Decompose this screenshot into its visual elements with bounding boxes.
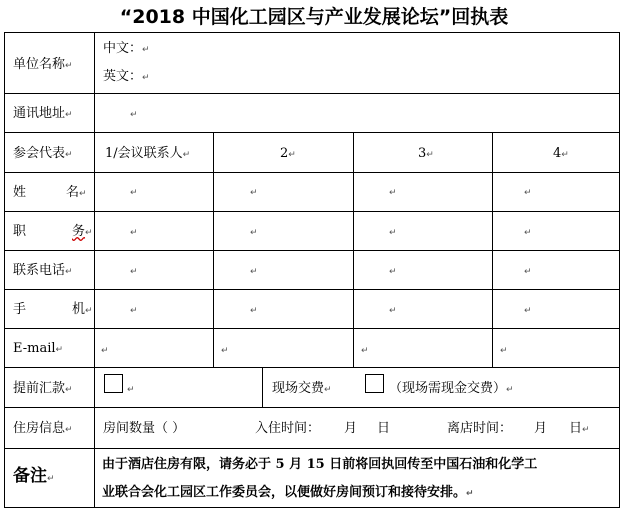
pilcrow-mark: ↵ <box>142 73 150 83</box>
email-input-1[interactable]: ↵ <box>101 346 109 356</box>
pilcrow-mark: ↵ <box>65 425 73 435</box>
reps-label: 参会代表↵ <box>13 146 73 161</box>
pilcrow-mark: ↵ <box>426 150 434 160</box>
name-input-3[interactable]: ↵ <box>389 188 397 198</box>
name-input-2[interactable]: ↵ <box>250 188 258 198</box>
name-label: 姓 名↵ <box>13 185 87 200</box>
address-label: 通讯地址↵ <box>13 106 73 121</box>
table-border-top <box>4 32 620 33</box>
table-border-right <box>619 32 620 508</box>
name-input-1[interactable]: ↵ <box>130 188 138 198</box>
onsite-payment-label: 现场交费↵ <box>272 381 332 396</box>
checkin-date-field[interactable]: 入住时间： 月 日 <box>255 421 391 436</box>
mobile-input-2[interactable]: ↵ <box>250 306 258 316</box>
pilcrow-mark: ↵ <box>65 61 73 71</box>
email-input-3[interactable]: ↵ <box>361 346 369 356</box>
remark-label: 备注↵ <box>13 466 55 486</box>
row-divider <box>4 448 620 449</box>
rep-column-4-header: 4↵ <box>553 146 569 161</box>
position-input-4[interactable]: ↵ <box>524 228 532 238</box>
label-column-divider <box>94 32 95 508</box>
pilcrow-mark: ↵ <box>65 267 73 277</box>
column-divider <box>353 132 354 368</box>
pilcrow-mark: ↵ <box>47 474 55 484</box>
table-border-bottom <box>4 507 620 508</box>
pilcrow-mark: ↵ <box>85 306 93 316</box>
pilcrow-mark: ↵ <box>288 150 296 160</box>
rep-column-3-header: 3↵ <box>418 146 434 161</box>
row-divider <box>4 289 620 290</box>
row-divider <box>4 250 620 251</box>
unit-name-en-field[interactable]: 英文：↵ <box>103 69 150 84</box>
address-input-cell[interactable]: ↵ <box>130 110 138 120</box>
phone-input-4[interactable]: ↵ <box>524 267 532 277</box>
unit-name-cn-field[interactable]: 中文：↵ <box>103 41 150 56</box>
pilcrow-mark: ↵ <box>55 345 64 355</box>
form-title: “2018 中国化工园区与产业发展论坛”回执表 <box>119 6 509 28</box>
name-input-4[interactable]: ↵ <box>524 188 532 198</box>
checkout-date-field[interactable]: 离店时间： 月 日↵ <box>447 421 590 436</box>
email-input-2[interactable]: ↵ <box>221 346 229 356</box>
remark-text-line-2: 业联合会化工园区工作委员会，以便做好房间预订和接待安排。↵ <box>102 485 474 500</box>
onsite-payment-checkbox[interactable] <box>365 374 384 393</box>
position-input-2[interactable]: ↵ <box>250 228 258 238</box>
row-divider <box>4 93 620 94</box>
row-divider <box>4 367 620 368</box>
row-divider <box>4 407 620 408</box>
payment-divider <box>262 367 263 407</box>
pilcrow-mark: ↵ <box>506 385 514 395</box>
pilcrow-mark: ↵ <box>142 45 150 55</box>
prepay-label: 提前汇款↵ <box>13 381 73 396</box>
row-divider <box>4 132 620 133</box>
onsite-payment-note: （现场需现金交费）↵ <box>389 381 514 396</box>
email-input-4[interactable]: ↵ <box>500 346 508 356</box>
row-divider <box>4 211 620 212</box>
prepay-checkbox[interactable] <box>104 374 123 393</box>
row-divider <box>4 172 620 173</box>
pilcrow-mark: ↵ <box>79 189 87 199</box>
mobile-input-4[interactable]: ↵ <box>524 306 532 316</box>
pilcrow-mark: ↵ <box>65 385 73 395</box>
pilcrow-mark: ↵ <box>466 489 474 499</box>
phone-input-2[interactable]: ↵ <box>250 267 258 277</box>
email-label: E-mail↵ <box>13 341 64 356</box>
column-divider <box>213 132 214 368</box>
mobile-label: 手 机↵ <box>13 302 93 317</box>
mobile-input-1[interactable]: ↵ <box>130 306 138 316</box>
table-border-left <box>4 32 5 508</box>
pilcrow-mark: ↵ <box>324 385 332 395</box>
pilcrow-mark: ↵ <box>65 150 73 160</box>
mobile-input-3[interactable]: ↵ <box>389 306 397 316</box>
position-input-1[interactable]: ↵ <box>130 228 138 238</box>
rep-column-2-header: 2↵ <box>280 146 296 161</box>
position-input-3[interactable]: ↵ <box>389 228 397 238</box>
unit-name-label: 单位名称↵ <box>13 57 73 72</box>
phone-label: 联系电话↵ <box>13 263 73 278</box>
row-divider <box>4 328 620 329</box>
rep-column-1-header: 1/会议联系人↵ <box>105 146 191 161</box>
remark-text-line-1: 由于酒店住房有限，请务必于 5 月 15 日前将回执回传至中国石油和化学工 <box>102 457 538 472</box>
housing-label: 住房信息↵ <box>13 421 73 436</box>
pilcrow-mark: ↵ <box>561 150 569 160</box>
pilcrow-mark: ↵ <box>582 425 590 435</box>
phone-input-1[interactable]: ↵ <box>130 267 138 277</box>
room-count-field[interactable]: 房间数量（ ） <box>103 421 186 436</box>
column-divider <box>492 132 493 368</box>
position-label: 职 务↵ <box>13 224 93 239</box>
pilcrow-mark: ↵ <box>65 110 73 120</box>
phone-input-3[interactable]: ↵ <box>389 267 397 277</box>
pilcrow-mark: ↵ <box>182 150 191 160</box>
pilcrow-mark: ↵ <box>127 385 135 395</box>
pilcrow-mark: ↵ <box>85 228 93 238</box>
